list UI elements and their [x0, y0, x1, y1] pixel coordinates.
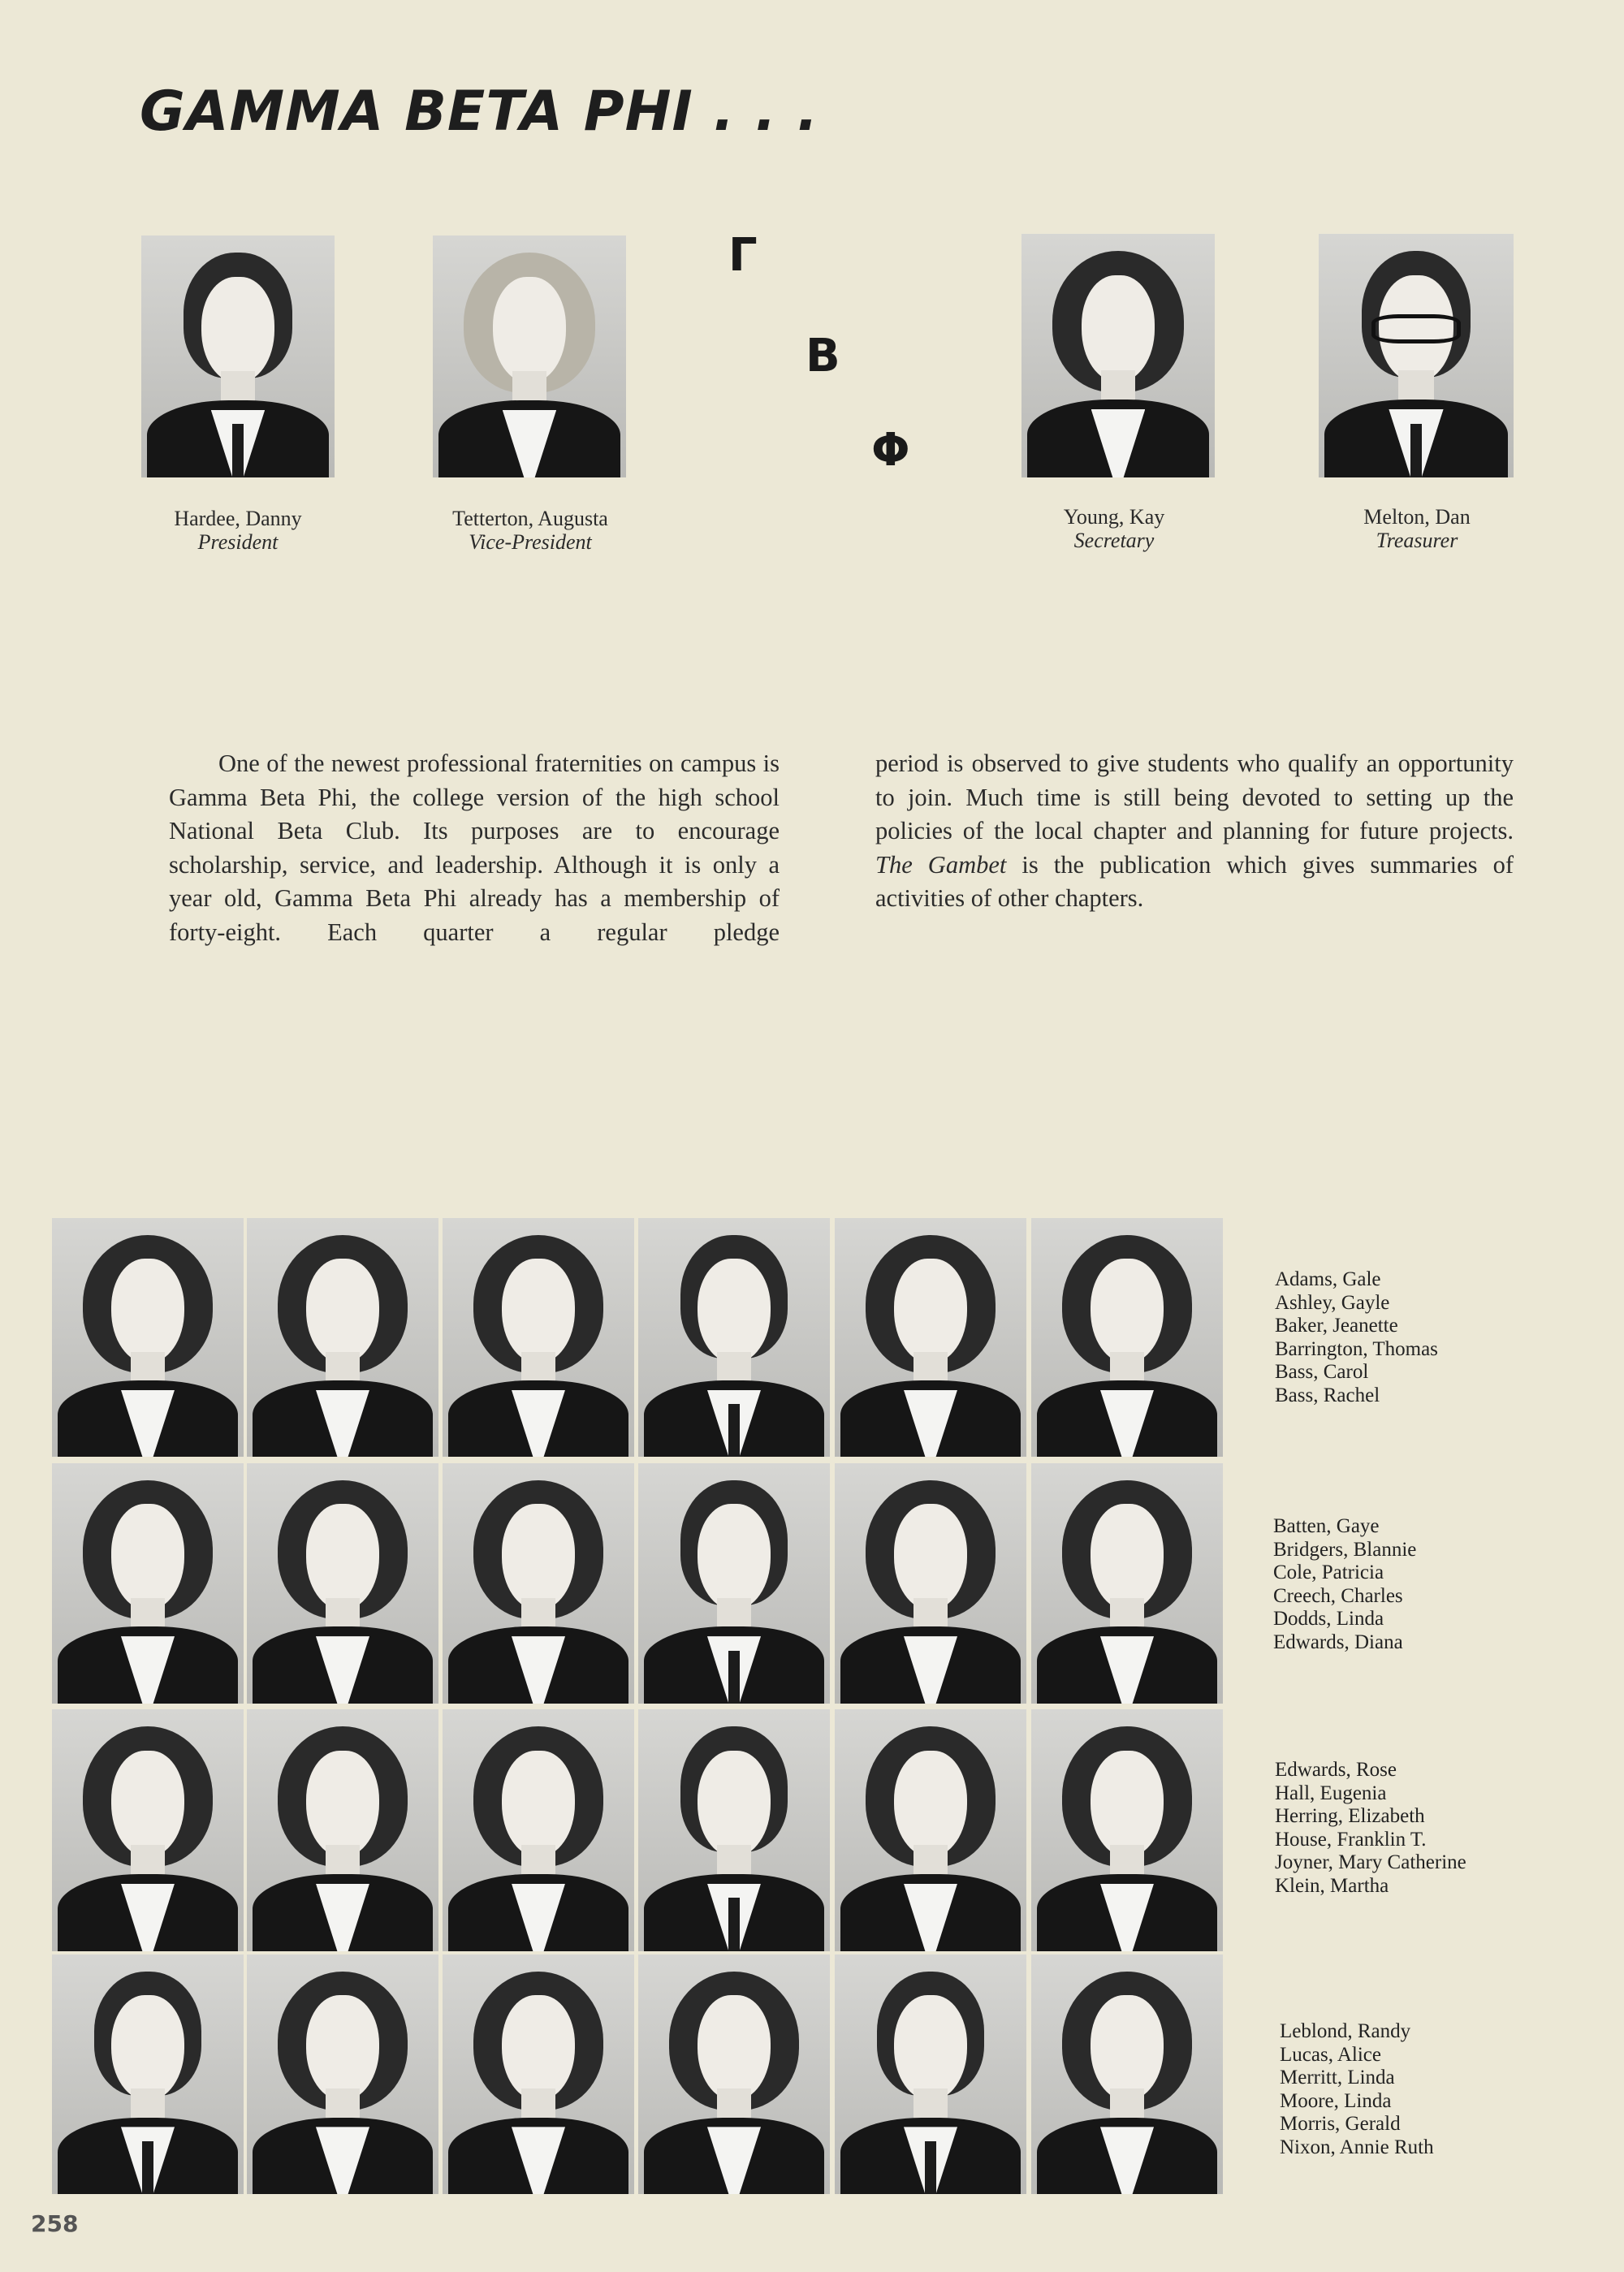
- description-right-column: [875, 747, 1514, 916]
- greek-letter-phi: Φ: [871, 424, 910, 477]
- member-photo: [52, 1709, 244, 1951]
- officer-photo-vice-president: [433, 235, 626, 477]
- member-name: House, Franklin T.: [1275, 1828, 1427, 1851]
- member-photo: [835, 1955, 1026, 2194]
- officer-caption-president: [116, 507, 360, 554]
- member-name: Morris, Gerald: [1280, 2113, 1401, 2135]
- member-names-row-1: [1275, 1268, 1438, 1407]
- member-name: Barrington, Thomas: [1275, 1337, 1438, 1360]
- member-name: Moore, Linda: [1280, 2089, 1392, 2112]
- member-photo: [835, 1463, 1026, 1704]
- member-photo: [443, 1709, 634, 1951]
- member-names-row-4: [1280, 2020, 1434, 2159]
- page-number: 258: [31, 2210, 79, 2237]
- member-photo: [835, 1709, 1026, 1951]
- officer-name: Melton, Dan: [1363, 505, 1471, 529]
- member-name: Baker, Jeanette: [1275, 1315, 1398, 1337]
- greek-letter-beta: B: [806, 330, 840, 382]
- description-text-left: One of the newest professional fraternities on campus is Gamma Beta Phi, the college version of the high school National Beta Club. Its purposes are to encourage scholarship, service, and leadership. Although it is only a year old, Gamma Beta Phi already has a membership of forty-eight. Each quarter a regular pledge: [169, 749, 780, 946]
- member-photo: [52, 1463, 244, 1704]
- member-photo: [1031, 1218, 1223, 1457]
- officer-name: Young, Kay: [1063, 505, 1165, 529]
- member-photo: [1031, 1709, 1223, 1951]
- member-photo: [52, 1955, 244, 2194]
- member-name: Lucas, Alice: [1280, 2043, 1381, 2066]
- page-title: GAMMA BETA PHI . . .: [140, 80, 819, 144]
- member-name: Creech, Charles: [1273, 1584, 1403, 1607]
- member-name: Bass, Carol: [1275, 1361, 1369, 1383]
- member-photo: [638, 1955, 830, 2194]
- member-name: Herring, Elizabeth: [1275, 1805, 1425, 1827]
- officer-photo-president: [141, 235, 335, 477]
- officer-photo-treasurer: [1319, 234, 1514, 477]
- member-photo: [52, 1218, 244, 1457]
- officer-caption-secretary: [992, 505, 1236, 552]
- description-text-right-before: period is observed to give students who qualify an opportunity to join. Much time is still being devoted to setting up the policies of the local chapter and planning for future projects.: [875, 749, 1514, 844]
- member-name: Edwards, Diana: [1273, 1631, 1403, 1653]
- member-photo: [443, 1218, 634, 1457]
- description-text-right: [875, 747, 1514, 916]
- member-name: Edwards, Rose: [1275, 1759, 1397, 1781]
- member-photo: [1031, 1955, 1223, 2194]
- member-name: Bass, Rachel: [1275, 1384, 1380, 1406]
- member-photo: [443, 1955, 634, 2194]
- officer-caption-treasurer: [1295, 505, 1539, 552]
- member-name: Cole, Patricia: [1273, 1561, 1384, 1583]
- officer-photo-secretary: [1021, 234, 1215, 477]
- officer-caption-vice-president: [408, 507, 652, 554]
- description-text-right-after: is the publication which gives summaries of activities of other chapters.: [875, 850, 1514, 912]
- member-name: Adams, Gale: [1275, 1268, 1381, 1290]
- member-photo: [1031, 1463, 1223, 1704]
- member-photo: [247, 1709, 438, 1951]
- member-names-row-3: [1275, 1759, 1466, 1898]
- member-photo: [247, 1218, 438, 1457]
- member-name: Bridgers, Blannie: [1273, 1538, 1417, 1561]
- member-name: Ashley, Gayle: [1275, 1291, 1390, 1314]
- member-name: Nixon, Annie Ruth: [1280, 2136, 1434, 2158]
- officer-role: President: [197, 530, 279, 554]
- member-name: Leblond, Randy: [1280, 2020, 1411, 2042]
- member-photo: [443, 1463, 634, 1704]
- publication-title: The Gambet: [875, 850, 1007, 879]
- officer-name: Tetterton, Augusta: [452, 507, 608, 530]
- member-photo: [638, 1218, 830, 1457]
- member-names-row-2: [1273, 1515, 1416, 1654]
- officer-role: Vice-President: [469, 530, 592, 554]
- member-photo: [835, 1218, 1026, 1457]
- member-name: Hall, Eugenia: [1275, 1782, 1387, 1804]
- member-name: Merritt, Linda: [1280, 2067, 1395, 2088]
- officer-role: Treasurer: [1376, 529, 1458, 552]
- description-left-column: [169, 747, 780, 949]
- member-name: Batten, Gaye: [1273, 1515, 1380, 1537]
- officer-role: Secretary: [1073, 529, 1155, 552]
- greek-letter-gamma: Γ: [728, 229, 758, 282]
- member-photo: [247, 1955, 438, 2194]
- officer-name: Hardee, Danny: [174, 507, 302, 530]
- member-photo: [638, 1463, 830, 1704]
- member-photo: [247, 1463, 438, 1704]
- member-name: Dodds, Linda: [1273, 1608, 1384, 1630]
- member-name: Joyner, Mary Catherine: [1275, 1851, 1466, 1873]
- member-name: Klein, Martha: [1275, 1874, 1389, 1897]
- member-photo: [638, 1709, 830, 1951]
